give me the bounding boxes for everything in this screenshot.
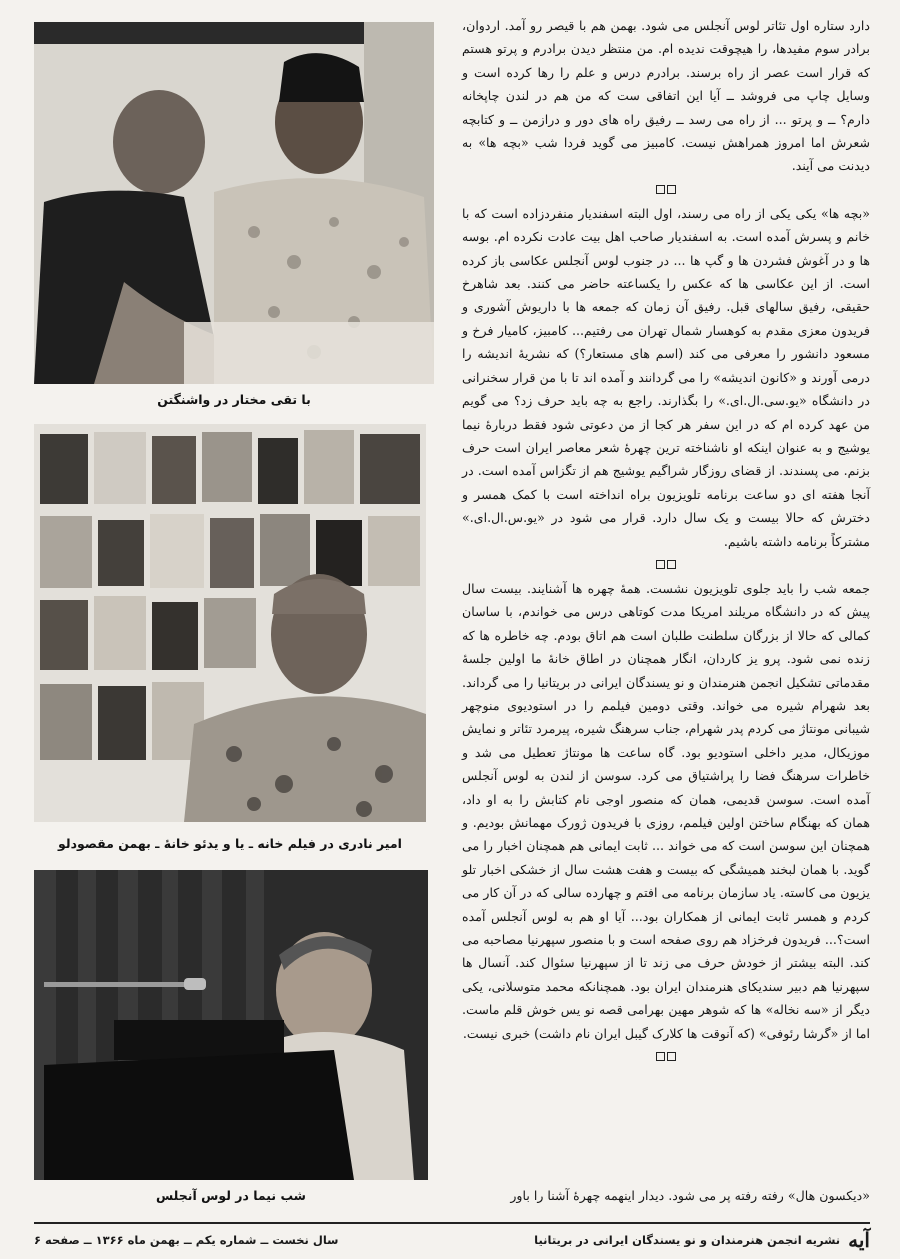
photo-amir-naderi [34,424,426,822]
caption-photo-3: شب نیما در لوس آنجلس [156,1188,306,1203]
article-paragraph-2: «بچه ها» یکی یکی از راه می رسند، اول البته اسفندیار منفردزاده است که با خانم و پسرش آمده است. به اسفندیار صاحب اهل بیت عادت نکرده ام. بوسه ها و در آغوش فشردن ها و گپ ها ... در جنوب لوس آنجلس عکاسی باز کرده است. از این عکاسی ها که عکس را یکساعته حاضر می کنند. بعد شاهرخ حقیقی، رفیق سالهای قبل. رفیق آن زمان که جمعه ها با داریوش آشوری و فریدون معزی مقدم به کوهسار شمال تهران می رفتیم... کامبیز، کامیار فرخ و مسعود دانشور را معرفی می کند (اسم های مستعار؟) که نشریهٔ اندیشه را درمی آورند و «کانون اندیشه» را می گردانند و آمده اند تا با من قرار سخنرانی در دانشگاه «یو.سی.ال.ای.» را بگذارند. راجع به چه باید حرف زد؟ می گویم من عهد کرده ام که در این سفر هر کجا از من دعوتی شود فقط دربارهٔ نیما یوشیج و به عنوان اینکه او ناشناخته ترین چهرهٔ شعر معاصر ایران است حرف بزنم. می پسندند. از قضای روزگار شراگیم یوشیج هم از تگزاس آمده است. در آنجا هفته ای دو ساعت برنامه تلویزیون براه انداخته است با کمک همسر و دخترش که حالا بیست و یک سال دارد. قرار می شود در «یو.س.ال.ای.» مشترکاً برنامه داشته باشیم. [462,205,870,549]
publication-name: نشریه انجمن هنرمندان و نو یسندگان ایرانی در بریتانیا [534,1233,841,1247]
magazine-logo: آیه [848,1228,870,1252]
section-separator [462,559,870,575]
caption-photo-2: امیر نادری در فیلم خانه ـ یا و یدئو خانهٔ ـ بهمن مقصودلو [58,836,402,851]
footer-rule [34,1222,870,1224]
page-footer [34,1228,870,1252]
article-paragraph-4: «دیکسون هال» رفته رفته پر می شود. دیدار اینهمه چهرهٔ آشنا را باور [510,1188,870,1203]
photo-nima-night [34,870,428,1180]
caption-photo-1: با تقی مختار در واشنگتن [157,392,311,407]
publication-block [534,1228,870,1252]
article-paragraph-3: جمعه شب را باید جلوی تلویزیون نشست. همهٔ چهره ها آشنایند. بیست سال پیش که در دانشگاه مریلند امریکا مدت کوتاهی درس می خواندم، با ساسان کمالی که حالا از بزرگان سلطنت طلبان است هم اتاق بودم. چه خاطره ها که زنده نمی شود. پرو یز کاردان، انگار همچنان در اطاق خانهٔ ما اولین جلسهٔ مقدماتی تشکیل انجمن هنرمندان و نو یسندگان ایرانی در بریتانیا را می گرداند. بعد شهرام شیره می خواند. وقتی دومین فیلمم را در استودیوی منوچهر شیبانی مونتاژ می کردم پدر شهرام، جناب سرهنگ شیره، پیرمرد تئاتر و نمایش موزیکال، مدیر داخلی استودیو بود. گاه ساعت ها مونتاژ تعطیل می شد و خاطرات سرهنگ فضا را پراشتیاق می کرد. سوسن از لندن به لوس آنجلس آمده است. سوسن قدیمی، همان که منصور اوجی نام کتابش را به او داد، همان که بهنگام ساختن اولین فیلمم، روزی با فریدون ژورک مهمانش بودیم. و همچنان این سوسن است که می خواند ... ثابت ایمانی هم همچنان اخبار را می گوید. با همان لبخند همیشگی که بیست و هفت هشت سال از خشکی اخبار تلو یزیون می کاسته. یاد سازمان برنامه می افتم و چهارده سالی که در آن کار می کردم و همسر ثابت ایمانی از همکاران بود... آیا او هم به لوس آنجلس آمده است؟... فریدون فرخزاد هم روی صفحه است و با منصور سپهرنیا مصاحبه می کند. البته بیشتر از خودش حرف می زند تا از سپهرنیا سئوال کند. آنسال ها سپهرنیا هم دبیر سندیکای هنرمندان ایران بود. همچنانکه محمد متوسلانی، یکی دیگر از «سه نخاله» ها که شوهر مهین بهرامی قصه نو یس خوش قلم ماست. اما از «گرشا رئوفی» (که آنوقت ها کلارک گیبل ایران نام داشت) خبری نیست. [462,580,870,1041]
photo-taqi-mokhtar [34,22,434,384]
issue-info: سال نخست ــ شماره یکم ــ بهمن ماه ۱۳۶۶ ــ صفحه ۶ [34,1233,339,1247]
article-paragraph-1: دارد ستاره اول تئاتر لوس آنجلس می شود. بهمن هم با قیصر رو آمد. اردوان، برادر سوم مفیدها، را هیچوقت ندیده ام. من منتظر دیدن برادرم و پرتو هستم که قرار است عصر از راه برسند. برادرم درس و علم را رها کرده است و وسایل چاپ می فروشد ــ آیا این اتفاقی ست که من هم در لندن چاپخانه دارم؟ ــ و پرتو ... از راه می رسد ــ رفیق راه های دور و درازمن ــ و کتابچه شعرش اما امروز همراهش نیست. کامبیز می گوید فردا شب «بچه ها» به دیدنت می آیند. [462,18,870,174]
section-separator [462,184,870,200]
article-body [462,14,870,1069]
section-separator [462,1051,870,1067]
